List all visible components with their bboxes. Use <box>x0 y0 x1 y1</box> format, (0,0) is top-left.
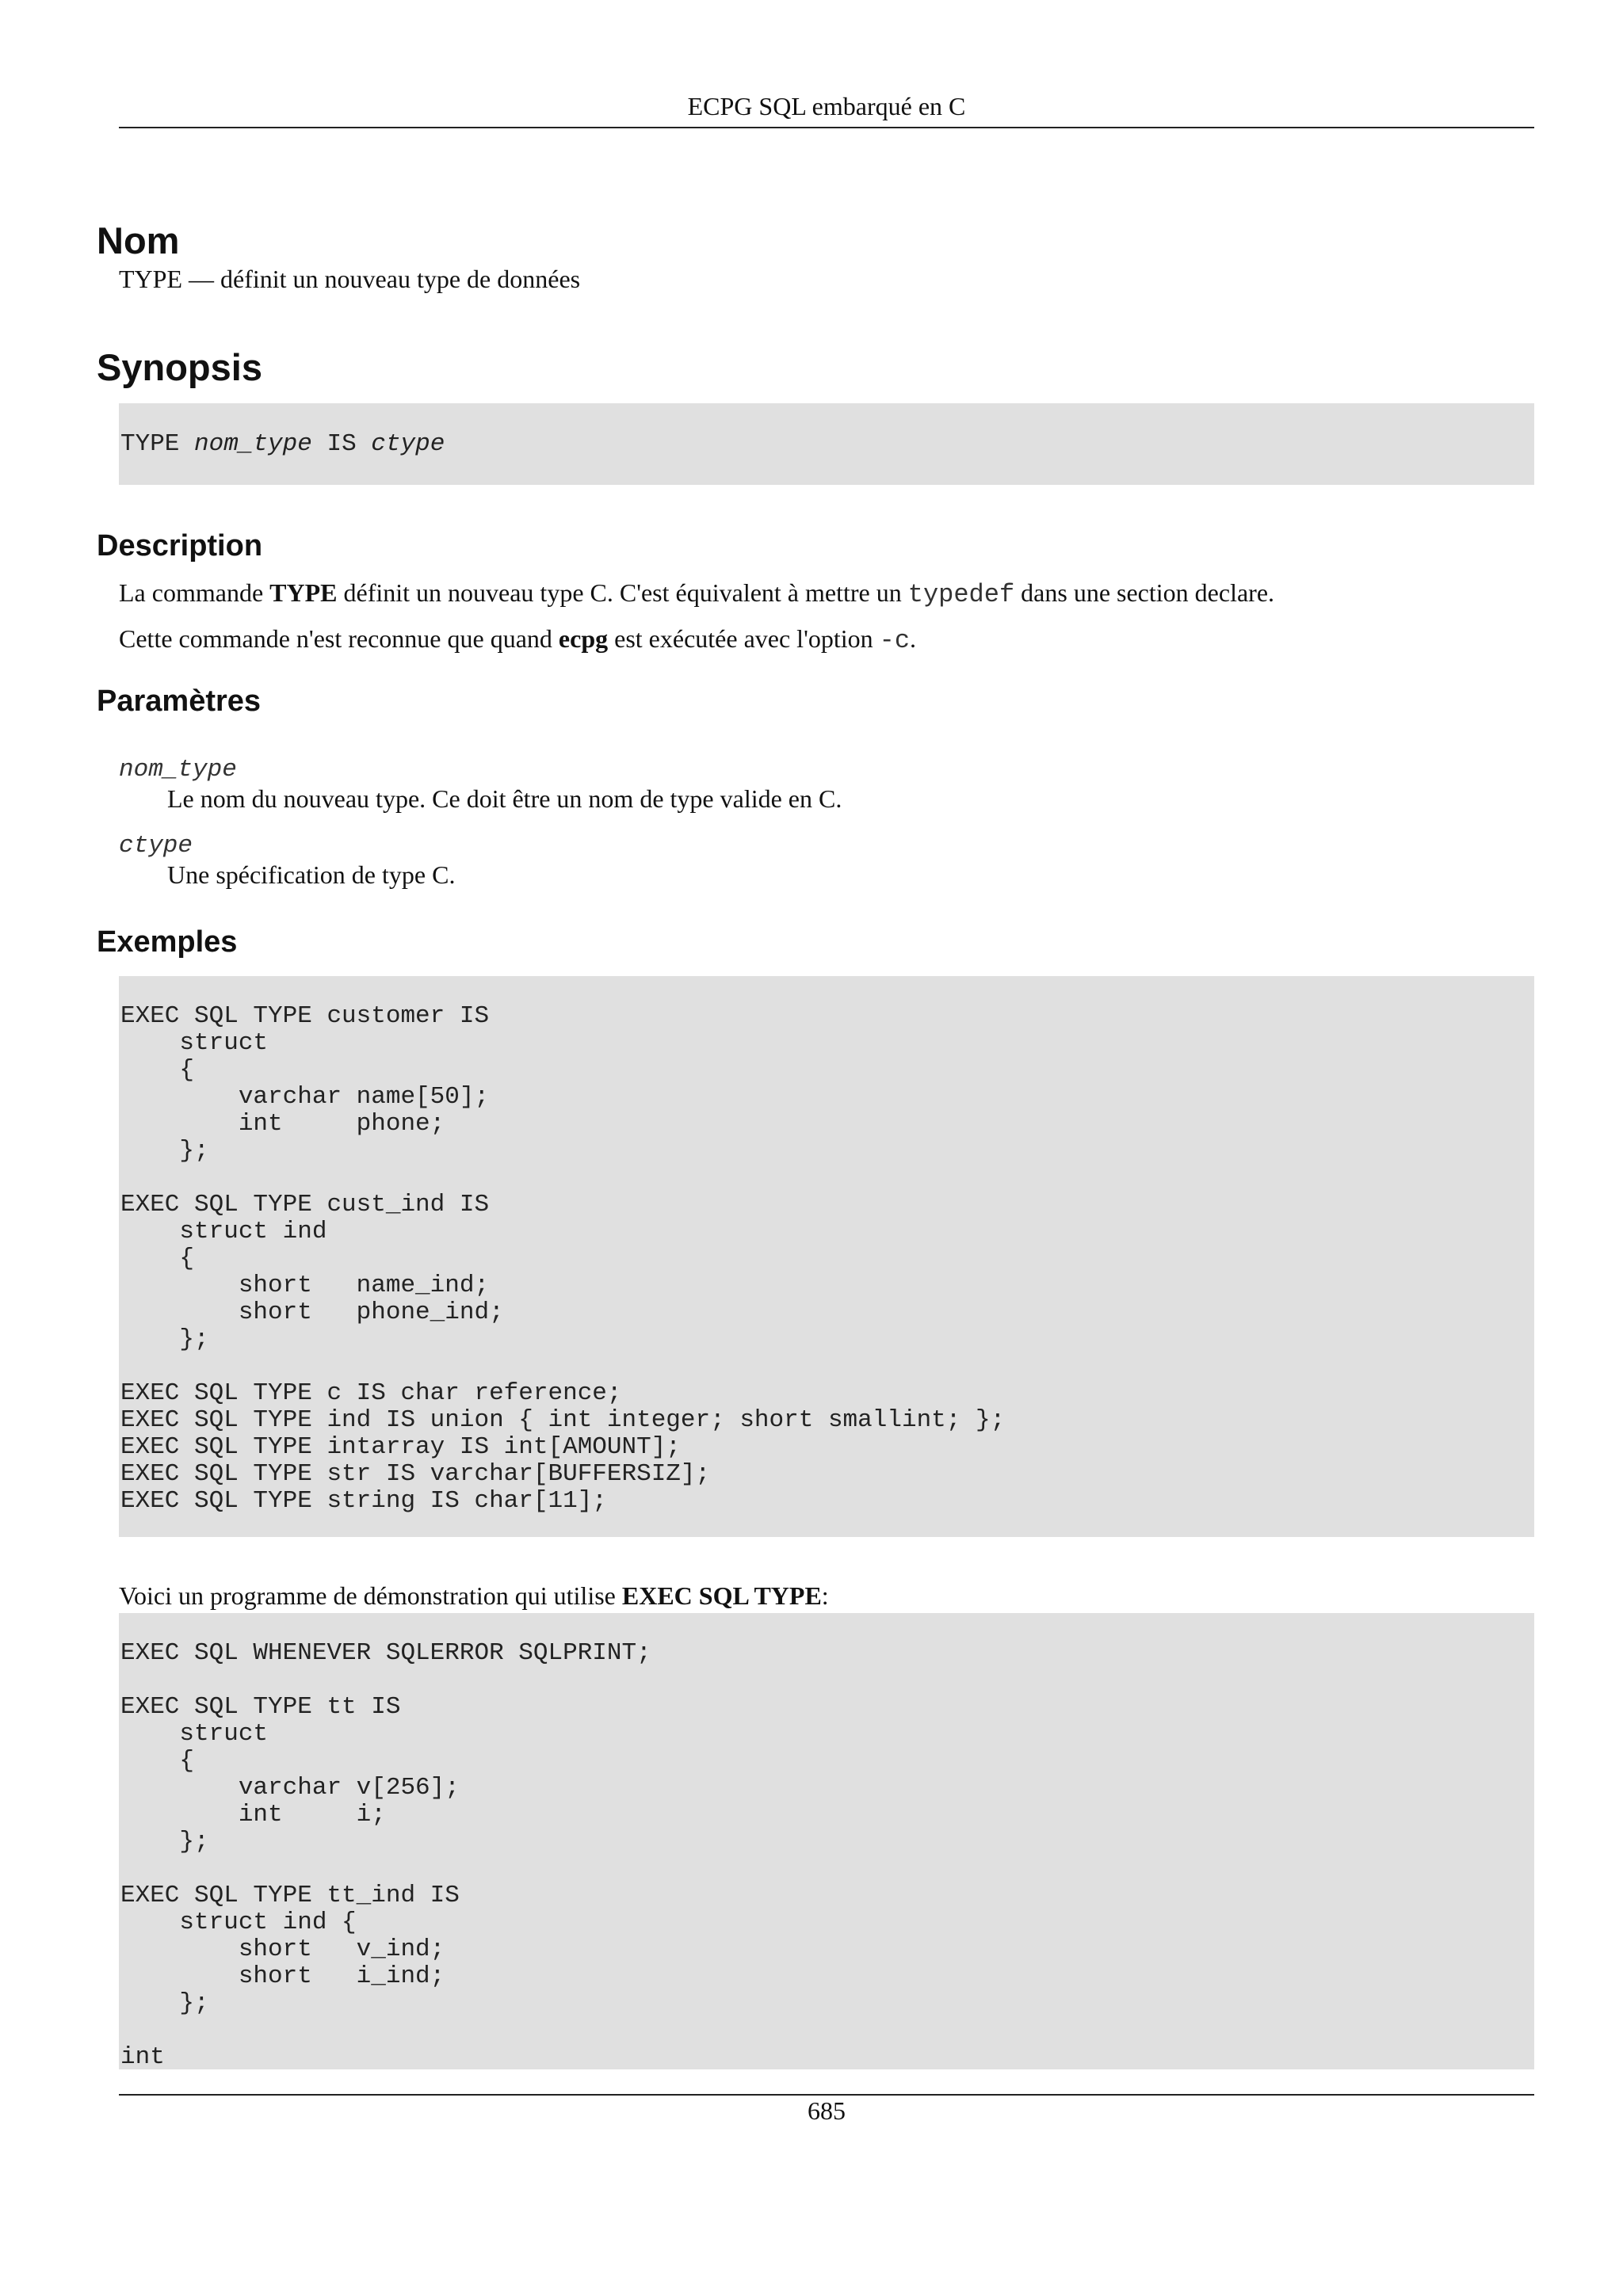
nom-heading: Nom <box>97 219 180 261</box>
synopsis-heading: Synopsis <box>97 346 262 388</box>
example-code-block-2 <box>119 1613 1534 2069</box>
example-code-2: EXEC SQL WHENEVER SQLERROR SQLPRINT; EXEC SQL TYPE tt IS struct { varchar v[256]; int i; }; EXEC SQL TYPE tt_ind IS struct ind { short v_ind; short i_ind; }; int <box>120 1639 651 2071</box>
parametres-heading: Paramètres <box>97 685 262 718</box>
description-heading: Description <box>97 529 263 563</box>
example-code-1: EXEC SQL TYPE customer IS struct { varchar name[50]; int phone; }; EXEC SQL TYPE cust_ind IS struct ind { short name_ind; short phone_ind; }; EXEC SQL TYPE c IS char reference; EXEC SQL TYPE ind IS union { int integer; short smallint; }; EXEC SQL TYPE intarray IS int[AMOUNT]; EXEC SQL TYPE str IS varchar[BUFFERSIZ]; EXEC SQL TYPE string IS char[11]; <box>120 1002 1006 1515</box>
exemples-heading: Exemples <box>97 925 238 959</box>
param-def-nom-type: Le nom du nouveau type. Ce doit être un nom de type valide en C. <box>167 784 842 813</box>
synopsis-keyword: IS <box>327 430 357 458</box>
nom-text: TYPE — définit un nouveau type de données <box>119 265 581 293</box>
running-header: ECPG SQL embarqué en C <box>687 92 966 120</box>
synopsis-box <box>119 403 1534 485</box>
description-paragraph-2: Cette commande n'est reconnue que quand ecpg est exécutée avec l'option -c. <box>119 624 917 655</box>
param-def-ctype: Une spécification de type C. <box>167 860 456 889</box>
example-code-block-1 <box>119 976 1534 1537</box>
synopsis-line <box>120 430 1534 458</box>
synopsis-arg-nom-type: nom_type <box>194 430 312 458</box>
header-rule <box>119 127 1534 128</box>
footer-rule <box>119 2094 1534 2096</box>
synopsis-keyword: TYPE <box>120 430 180 458</box>
description-paragraph-1: La commande TYPE définit un nouveau type C. C'est équivalent à mettre un typedef dans une section declare. <box>119 578 1275 609</box>
synopsis-arg-ctype: ctype <box>371 430 445 458</box>
page-number: 685 <box>808 2096 846 2125</box>
param-term-nom-type: nom_type <box>119 756 237 784</box>
param-term-ctype: ctype <box>119 832 193 860</box>
example-intro: Voici un programme de démonstration qui utilise EXEC SQL TYPE: <box>119 1581 829 1610</box>
